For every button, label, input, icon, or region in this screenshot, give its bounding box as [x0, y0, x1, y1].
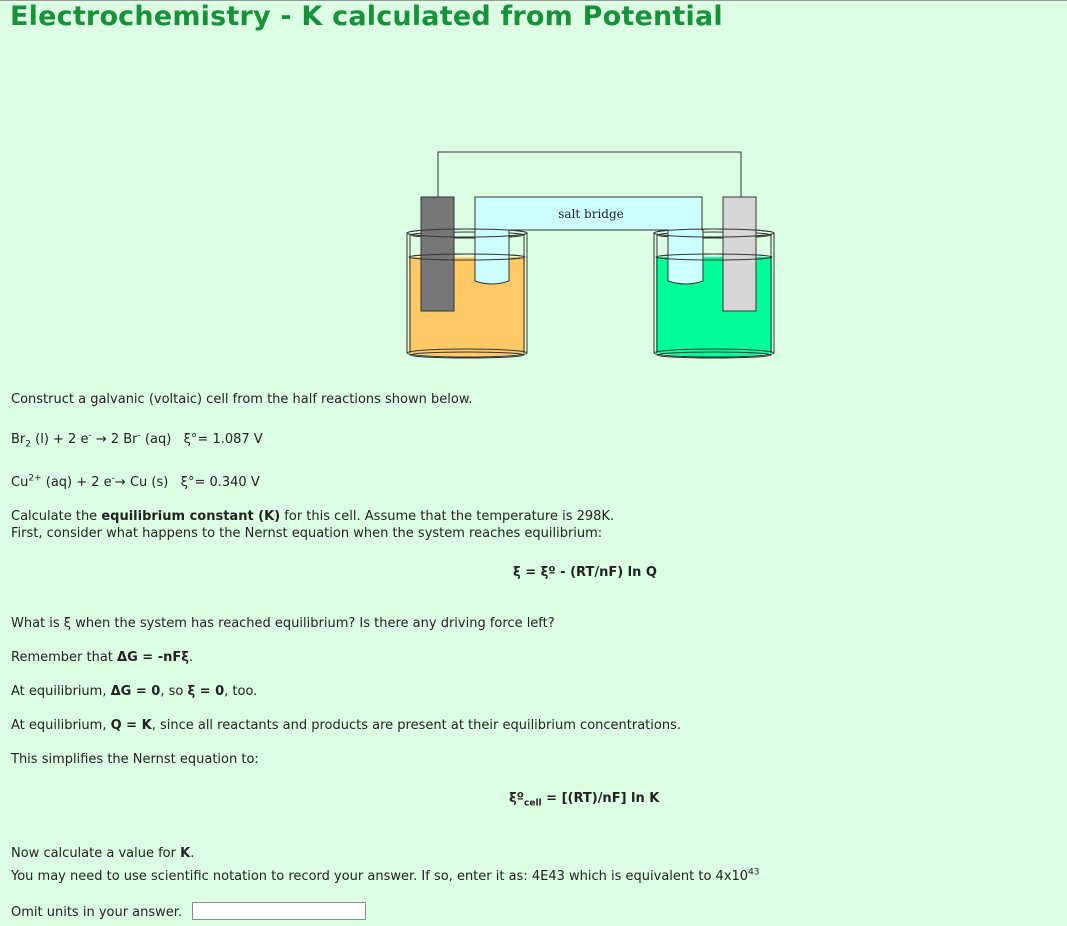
half-reaction-copper: $Cu^{2+}$ (aq) + 2 e-→ Cu (s) ξ°= 0.340 V [11, 473, 260, 490]
intro-text: Construct a galvanic (voltaic) cell from the half reactions shown below. [11, 392, 473, 407]
answer-input[interactable] [192, 902, 366, 920]
galvanic-cell-diagram [400, 145, 780, 365]
equilibrium-q-k-text: At equilibrium, Q = K, since all reactants and products are present at their equilibrium concentrations. [11, 718, 681, 733]
calculate-instruction: Calculate the equilibrium constant (K) for this cell. Assume that the temperature is 298K. [11, 509, 615, 524]
omit-units-label: Omit units in your answer. [11, 905, 183, 920]
equilibrium-question: What is ξ when the system has reached equilibrium? Is there any driving force left? [11, 616, 555, 631]
scientific-notation-hint: You may need to use scientific notation to record your answer. If so, enter it as: 4E43 which is equivalent to $4x10^{43}$ [11, 867, 760, 884]
salt-bridge [475, 197, 703, 284]
page-title: Electrochemistry - K calculated from Potential [10, 1, 723, 32]
external-wire [438, 152, 741, 197]
salt-bridge-label: salt bridge [558, 207, 624, 221]
consider-nernst-text: First, consider what happens to the Nernst equation when the system reaches equilibrium: [11, 526, 603, 541]
nernst-equation: ξ = ξº - (RT/nF) ln Q [513, 565, 657, 580]
simplifies-text: This simplifies the Nernst equation to: [11, 752, 259, 767]
nernst-k-equation: ξº$_{cell}$ = [(RT)/nF] ln K [509, 791, 660, 809]
calculate-k-text: Now calculate a value for K. [11, 846, 195, 861]
equilibrium-delta-g-text: At equilibrium, ΔG = 0, so ξ = 0, too. [11, 684, 258, 699]
remember-text: Remember that ΔG = -nFξ. [11, 650, 194, 665]
half-reaction-bromine: $Br_2$ (l) + 2 e- → 2 Br- (aq) ξ°= 1.087 V [11, 430, 263, 450]
